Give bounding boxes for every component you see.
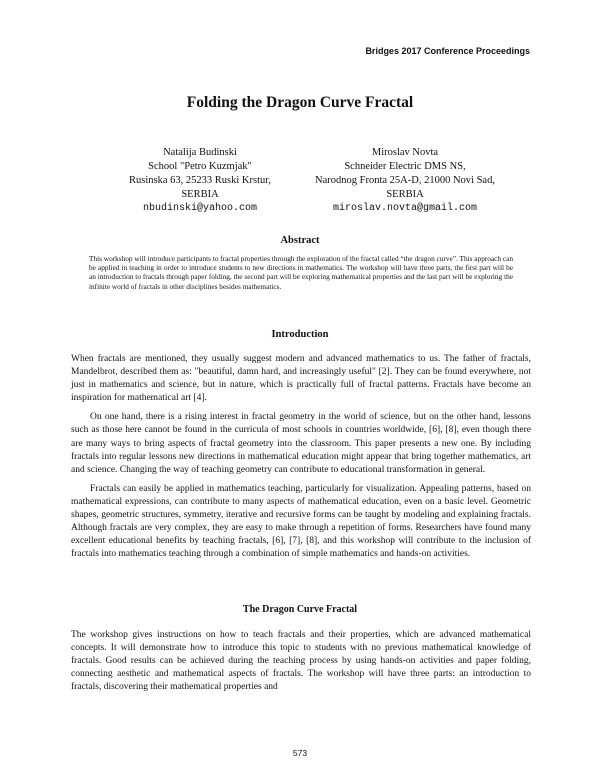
page-number: 573 xyxy=(292,748,308,758)
author-affiliation: School "Petro Kuzmjak" xyxy=(148,161,252,172)
author-country: SERBIA xyxy=(181,189,219,200)
author-email[interactable]: nbudinski@yahoo.com xyxy=(142,203,258,214)
proceedings-header: Bridges 2017 Conference Proceedings xyxy=(365,46,530,56)
author-country: SERBIA xyxy=(386,189,424,200)
author-affiliation: Schneider Electric DMS NS, xyxy=(344,161,466,172)
author-email[interactable]: miroslav.novta@gmail.com xyxy=(332,203,478,214)
author-block xyxy=(120,146,280,216)
abstract-text: This workshop will introduce participants to fractal properties through the exploration of the fractal called “the dragon curve”. This approach can be applied in teaching in order to introduce students to new directions in mathematics. The workshop will have three parts, the first part will be an introduction to fractals through paper folding, the second part will be exploring mathematical properties and the last part will be exploring the infinite world of fractals in other disciplines besides mathematics. xyxy=(89,254,513,291)
introduction-heading: Introduction xyxy=(271,329,329,340)
dragon-curve-heading: The Dragon Curve Fractal xyxy=(242,604,358,615)
paper-title: Folding the Dragon Curve Fractal xyxy=(186,94,414,111)
paragraph: When fractals are mentioned, they usually suggest modern and advanced mathematics to us. The father of fractals, Mandelbrot, described them as: "beautiful, damn hard, and increasingly useful" [2]. They can be found everywhere, not just in mathematics and science, but in nature, which is practically full of fractal patterns. Fractals have become an inspiration for mathematical art [4]. xyxy=(71,354,531,404)
abstract-heading: Abstract xyxy=(280,235,320,246)
paragraph: Fractals can easily be applied in mathematics teaching, particularly for visualization. Appealing patterns, based on mathematical expressions, can contribute to many aspects of mathematical education, even on a basic level. Geometric shapes, geometric structures, symmetry, iterative and recursive forms can be taught by modeling and explaining fractals. Although fractals are very complex, they are easy to make through a repetition of forms. Researchers have found many excellent educational benefits by teaching fractals, [6], [7], [8], and this workshop will contribute to the inclusion of fractals into mathematics teaching through a combination of simple mathematics and hands-on activities. xyxy=(71,483,531,560)
author-name: Miroslav Novta xyxy=(371,147,439,158)
paragraph: On one hand, there is a rising interest in fractal geometry in the world of science, but on the other hand, lessons such as those here cannot be found in the curricula of most schools in countries worldwide, [6], [8], even though there are many ways to bring aspects of fractal geometry into the classroom. This paper presents a new one. By including fractals into regular lessons new directions in mathematical education might appear that bring together mathematics, art and science. Changing the way of teaching geometry can contribute to educational transformation in general. xyxy=(71,412,531,475)
author-block xyxy=(305,146,505,216)
paragraph: The workshop gives instructions on how to teach fractals and their properties, which are advanced mathematical concepts. It will demonstrate how to introduce this topic to students with no previous mathematical knowledge of fractals. Good results can be achieved during the teaching process by using hands-on activities and paper folding, connecting aesthetic and mathematical aspects of fractals. The workshop will have three parts: an introduction to fractals, discovering their mathematical properties and xyxy=(71,630,531,693)
dragon-curve-body xyxy=(71,629,531,700)
author-address: Rusinska 63, 25233 Ruski Krstur, xyxy=(129,175,271,186)
author-name: Natalija Budinski xyxy=(163,147,237,158)
introduction-body xyxy=(71,353,531,567)
author-address: Narodnog Fronta 25A-D, 21000 Novi Sad, xyxy=(315,175,495,186)
